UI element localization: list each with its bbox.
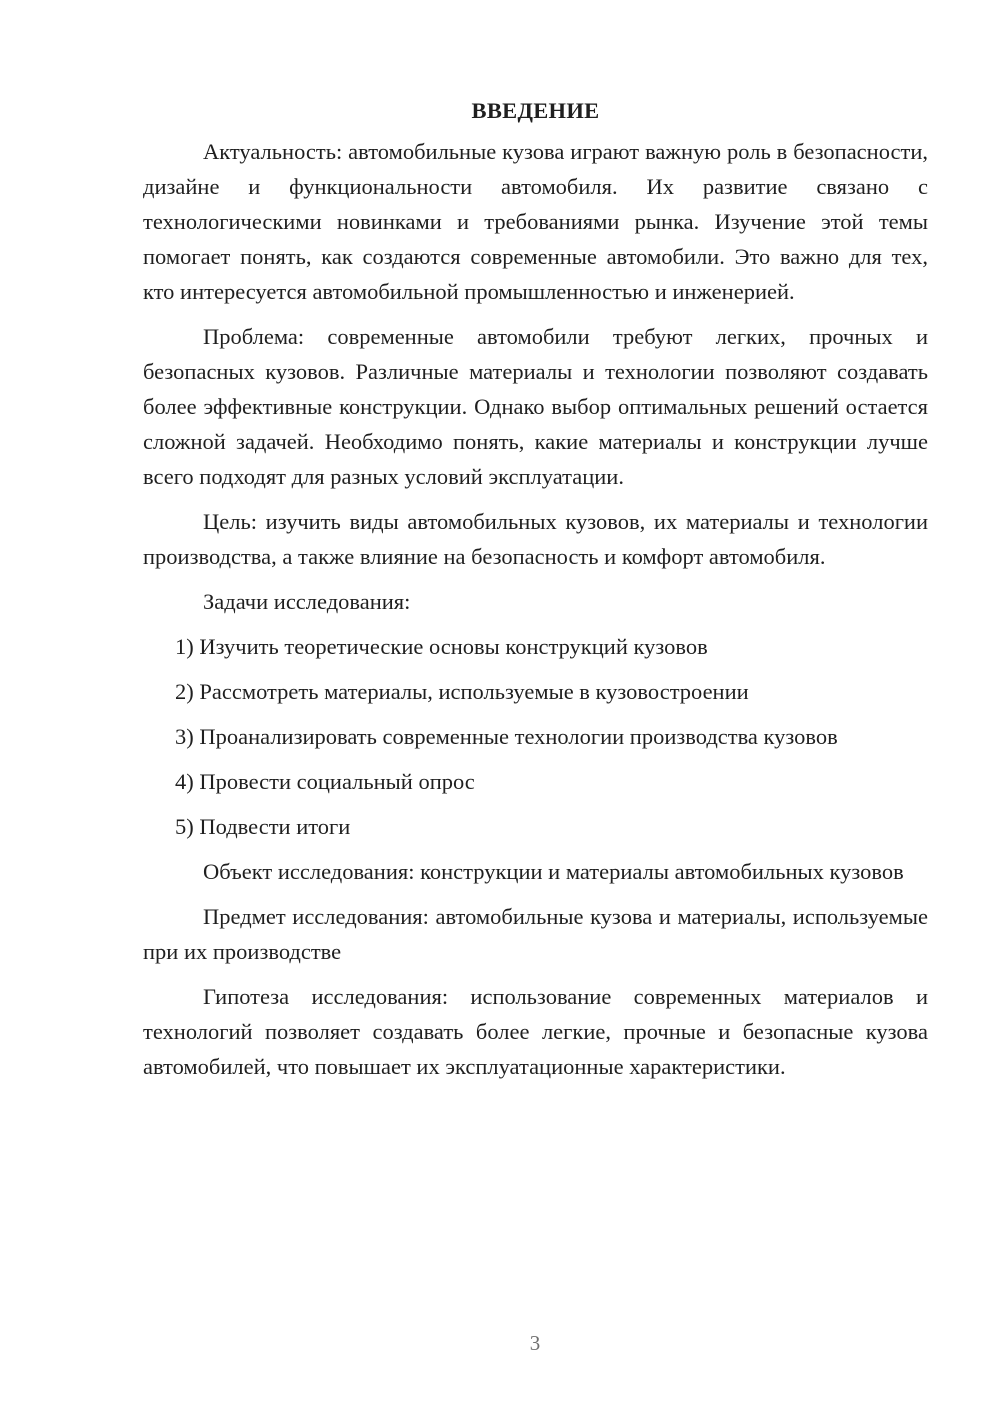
paragraph-object: Объект исследования: конструкции и материалы автомобильных кузовов (203, 859, 904, 884)
paragraph-relevance: Актуальность: автомобильные кузова играют важную роль в безопасности, дизайне и функциональности автомобиля. Их развитие связано с технологическими новинками и требованиями рынка. Изучение этой темы помогает понять, как создаются современные автомобили. Это важно для тех, кто интересуется автомобильной промышленностью и инженерией. (143, 139, 928, 304)
task-item: 3) Проанализировать современные технологии производства кузовов (175, 724, 838, 749)
task-item: 2) Рассмотреть материалы, используемые в кузовостроении (175, 679, 749, 704)
task-item: 1) Изучить теоретические основы конструкций кузовов (175, 634, 708, 659)
paragraph-subject: Предмет исследования: автомобильные кузова и материалы, используемые при их производстве (143, 904, 928, 964)
page-title: ВВЕДЕНИЕ (471, 98, 600, 123)
paragraph-hypothesis: Гипотеза исследования: использование современных материалов и технологий позволяет создавать более легкие, прочные и безопасные кузова автомобилей, что повышает их эксплуатационные характеристики. (143, 984, 928, 1079)
task-item: 4) Провести социальный опрос (175, 769, 475, 794)
document-body (143, 93, 928, 1094)
tasks-label: Задачи исследования: (203, 589, 411, 614)
task-item: 5) Подвести итоги (175, 814, 351, 839)
page-number: 3 (529, 1331, 541, 1355)
paragraph-problem: Проблема: современные автомобили требуют легких, прочных и безопасных кузовов. Различные материалы и технологии позволяют создавать более эффективные конструкции. Однако выбор оптимальных решений остается сложной задачей. Необходимо понять, какие материалы и конструкции лучше всего подходят для разных условий эксплуатации. (143, 324, 928, 489)
paragraph-goal: Цель: изучить виды автомобильных кузовов, их материалы и технологии производства, а также влияние на безопасность и комфорт автомобиля. (143, 509, 928, 569)
tasks-list (143, 629, 928, 844)
